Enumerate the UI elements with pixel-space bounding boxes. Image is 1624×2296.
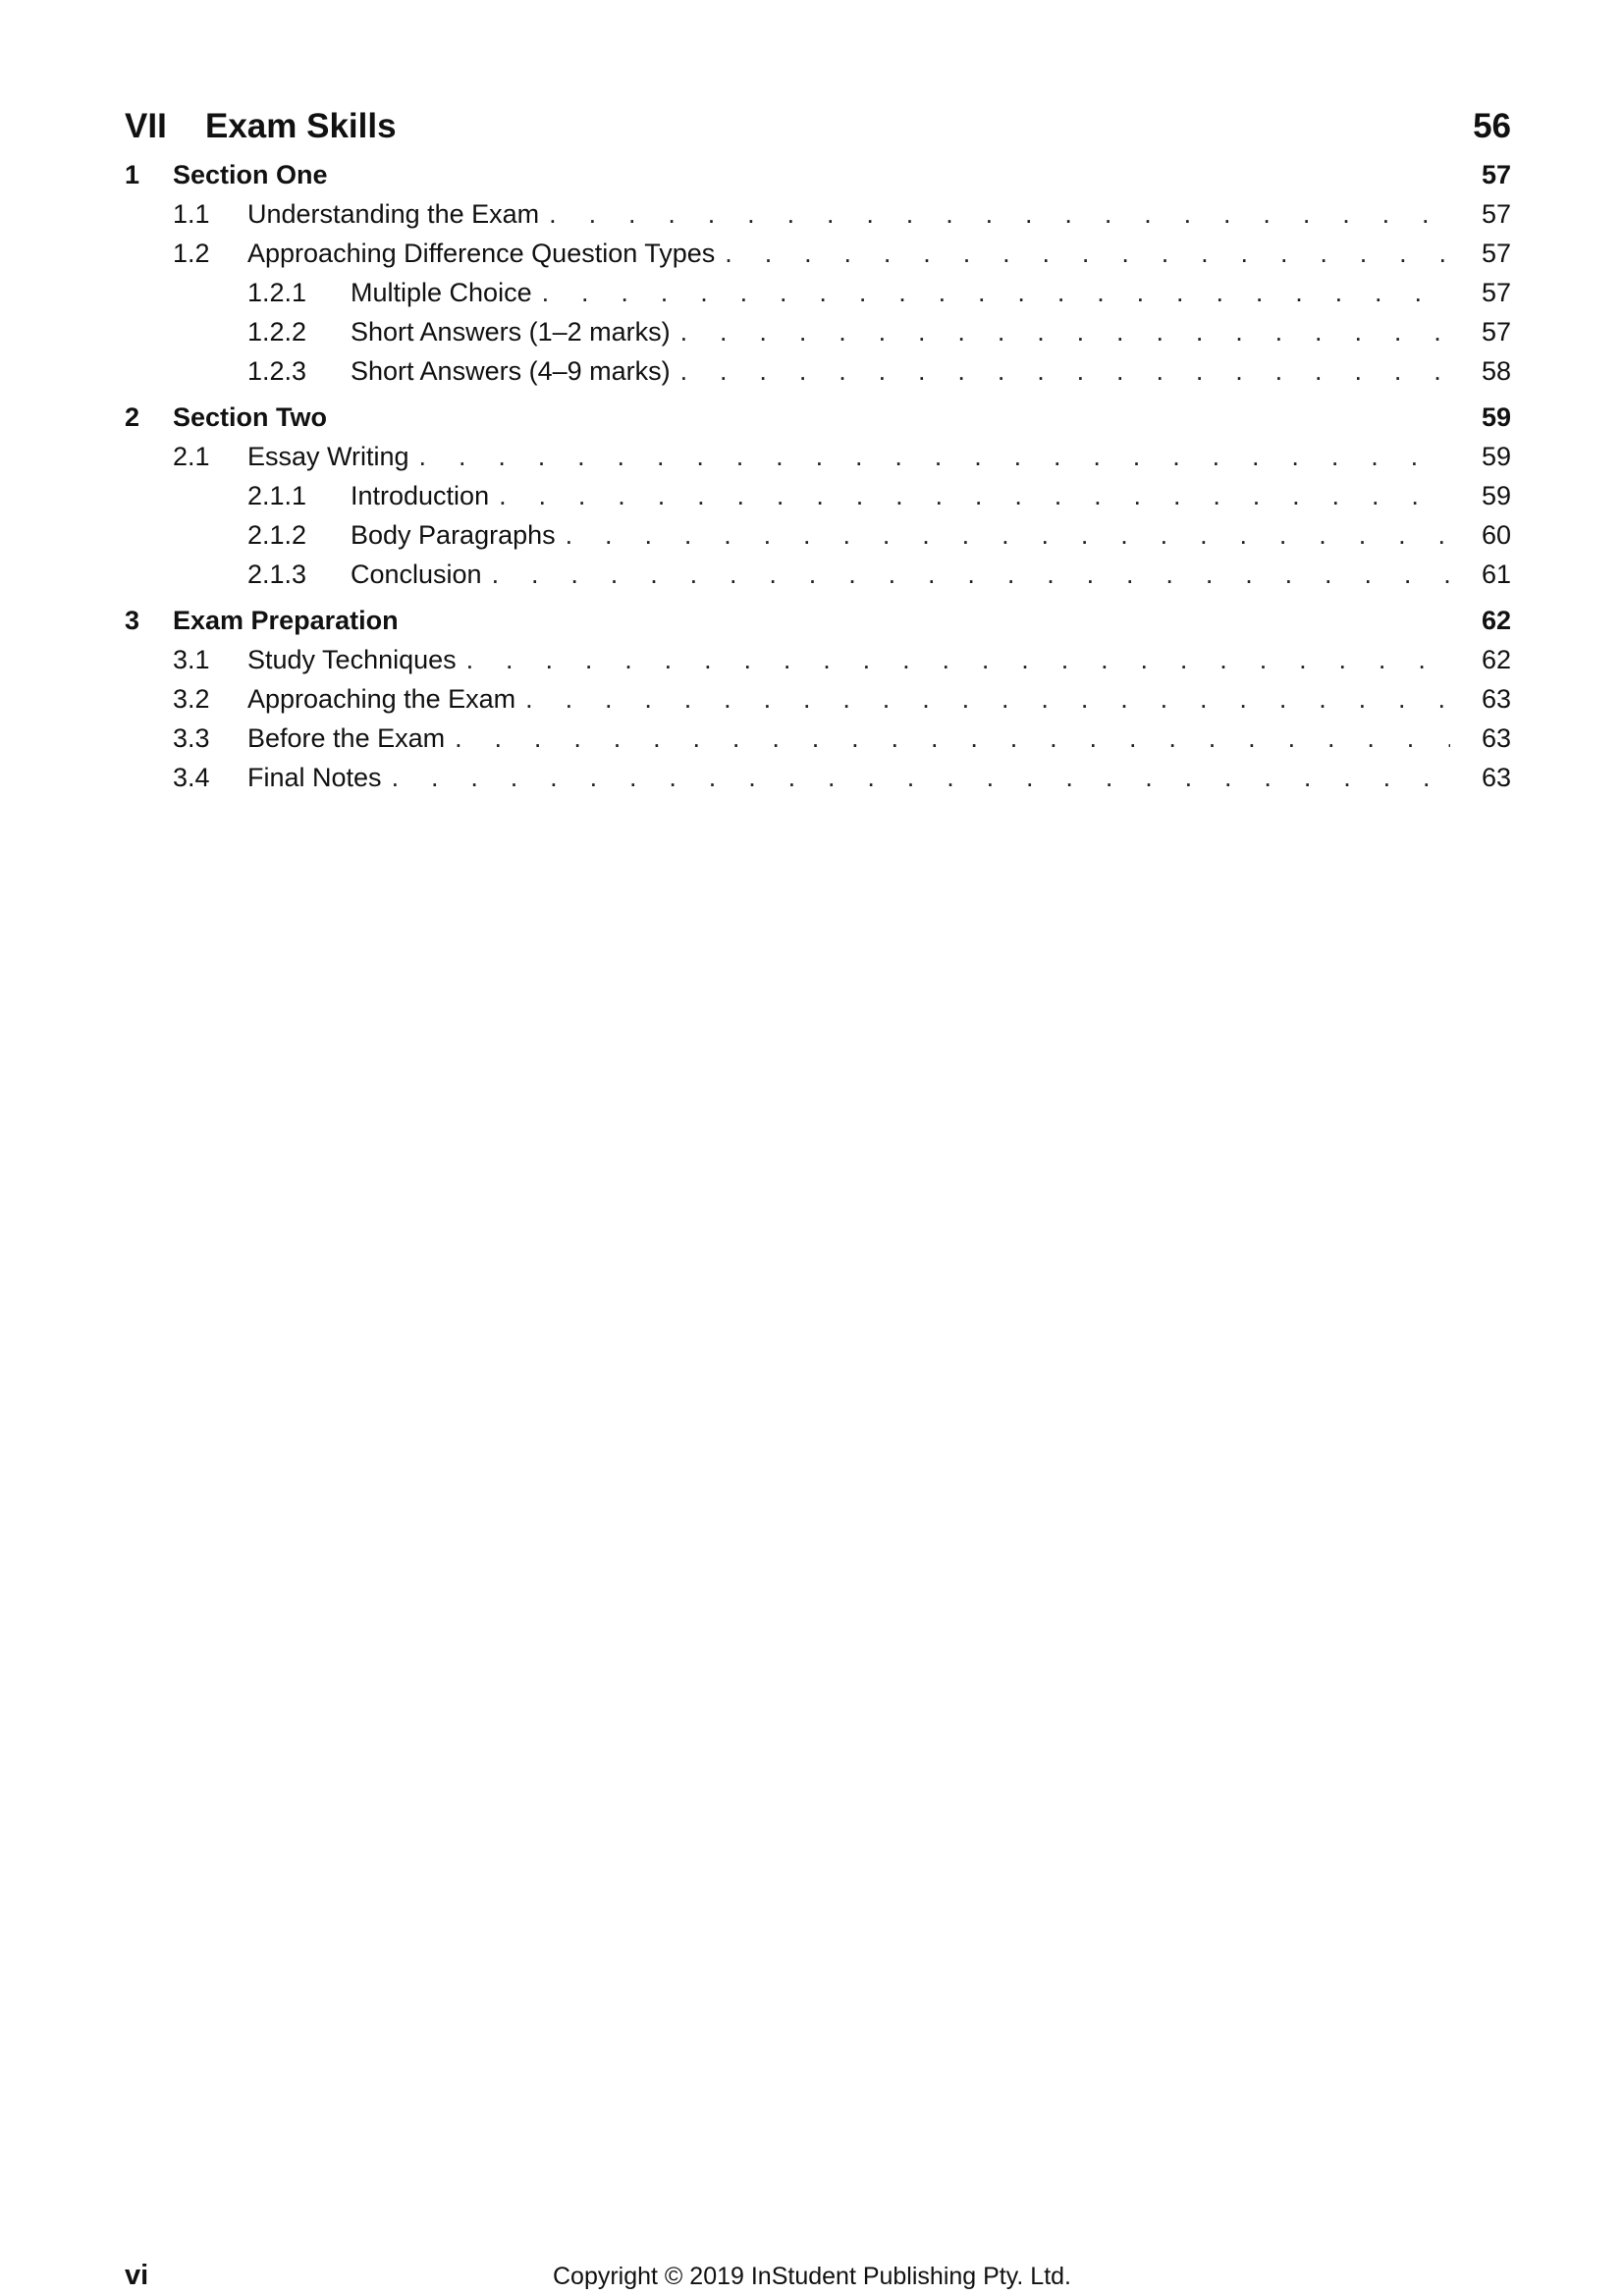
entry-page-number: 57 [1481, 199, 1511, 229]
entry-page-number: 57 [1481, 239, 1511, 268]
entry-title: Essay Writing [247, 439, 419, 474]
dot-leader [680, 353, 1450, 389]
entry-number: 2.1.3 [247, 560, 307, 589]
entry-title: Body Paragraphs [351, 517, 566, 553]
entry-title: Understanding the Exam [247, 196, 549, 232]
toc-entry-1-2[interactable] [125, 236, 1511, 271]
toc-entry-1-2-3[interactable] [125, 353, 1511, 389]
dot-leader [499, 478, 1450, 513]
footer-page-number: vi [125, 2260, 149, 2291]
section-page-number: 59 [1481, 402, 1511, 432]
dot-leader [725, 236, 1450, 271]
entry-page-number: 58 [1481, 356, 1511, 386]
toc-entry-3-4[interactable] [125, 760, 1511, 795]
entry-number: 1.2.3 [247, 356, 307, 386]
dot-leader [419, 439, 1450, 474]
part-title: Exam Skills [205, 107, 397, 145]
entry-title: Short Answers (1–2 marks) [351, 314, 680, 349]
part-heading[interactable] [125, 102, 1511, 151]
toc-section-2[interactable] [125, 400, 1511, 435]
toc-page [125, 0, 1511, 2296]
dot-leader [542, 275, 1450, 310]
entry-page-number: 61 [1481, 560, 1511, 589]
toc-entry-3-2[interactable] [125, 681, 1511, 717]
toc-entry-1-2-2[interactable] [125, 314, 1511, 349]
dot-leader [566, 517, 1450, 553]
section-number: 2 [125, 402, 140, 432]
dot-leader [455, 721, 1450, 756]
entry-number: 3.2 [173, 684, 210, 714]
toc-entry-2-1-3[interactable] [125, 557, 1511, 592]
entry-title: Conclusion [351, 557, 492, 592]
section-number: 1 [125, 160, 140, 189]
entry-title: Study Techniques [247, 642, 466, 677]
footer-copyright: Copyright © 2019 InStudent Publishing Pty. Ltd. [552, 2263, 1071, 2290]
entry-number: 1.1 [173, 199, 210, 229]
entry-title: Short Answers (4–9 marks) [351, 353, 680, 389]
entry-number: 1.2.1 [247, 278, 307, 307]
dot-leader [525, 681, 1450, 717]
entry-page-number: 57 [1481, 278, 1511, 307]
section-title: Exam Preparation [173, 606, 399, 635]
toc-entry-2-1[interactable] [125, 439, 1511, 474]
dot-leader [466, 642, 1450, 677]
entry-title: Final Notes [247, 760, 392, 795]
toc-entry-1-1[interactable] [125, 196, 1511, 232]
entry-number: 3.1 [173, 645, 210, 674]
entry-page-number: 59 [1481, 442, 1511, 471]
dot-leader [549, 196, 1450, 232]
toc-entry-3-1[interactable] [125, 642, 1511, 677]
entry-title: Multiple Choice [351, 275, 542, 310]
entry-page-number: 60 [1481, 520, 1511, 550]
entry-number: 2.1.2 [247, 520, 307, 550]
entry-number: 3.4 [173, 763, 210, 792]
entry-page-number: 57 [1481, 317, 1511, 347]
dot-leader [492, 557, 1450, 592]
entry-number: 3.3 [173, 723, 210, 753]
entry-title: Introduction [351, 478, 499, 513]
entry-page-number: 63 [1481, 763, 1511, 792]
entry-page-number: 62 [1481, 645, 1511, 674]
entry-title: Approaching Difference Question Types [247, 236, 725, 271]
part-number: VII [125, 107, 167, 145]
section-title: Section Two [173, 402, 328, 432]
section-number: 3 [125, 606, 140, 635]
entry-page-number: 63 [1481, 723, 1511, 753]
entry-title: Before the Exam [247, 721, 455, 756]
toc-entry-1-2-1[interactable] [125, 275, 1511, 310]
entry-page-number: 59 [1481, 481, 1511, 510]
toc-entry-2-1-2[interactable] [125, 517, 1511, 553]
toc-section-3[interactable] [125, 603, 1511, 638]
section-page-number: 62 [1481, 606, 1511, 635]
toc-section-1[interactable] [125, 157, 1511, 192]
toc-entry-2-1-1[interactable] [125, 478, 1511, 513]
entry-page-number: 63 [1481, 684, 1511, 714]
entry-number: 1.2.2 [247, 317, 307, 347]
entry-title: Approaching the Exam [247, 681, 525, 717]
entry-number: 2.1 [173, 442, 210, 471]
dot-leader [680, 314, 1450, 349]
dot-leader [392, 760, 1450, 795]
toc-entry-3-3[interactable] [125, 721, 1511, 756]
section-page-number: 57 [1481, 160, 1511, 189]
entry-number: 2.1.1 [247, 481, 307, 510]
entry-number: 1.2 [173, 239, 210, 268]
section-title: Section One [173, 160, 328, 189]
part-page-number: 56 [1473, 107, 1511, 145]
